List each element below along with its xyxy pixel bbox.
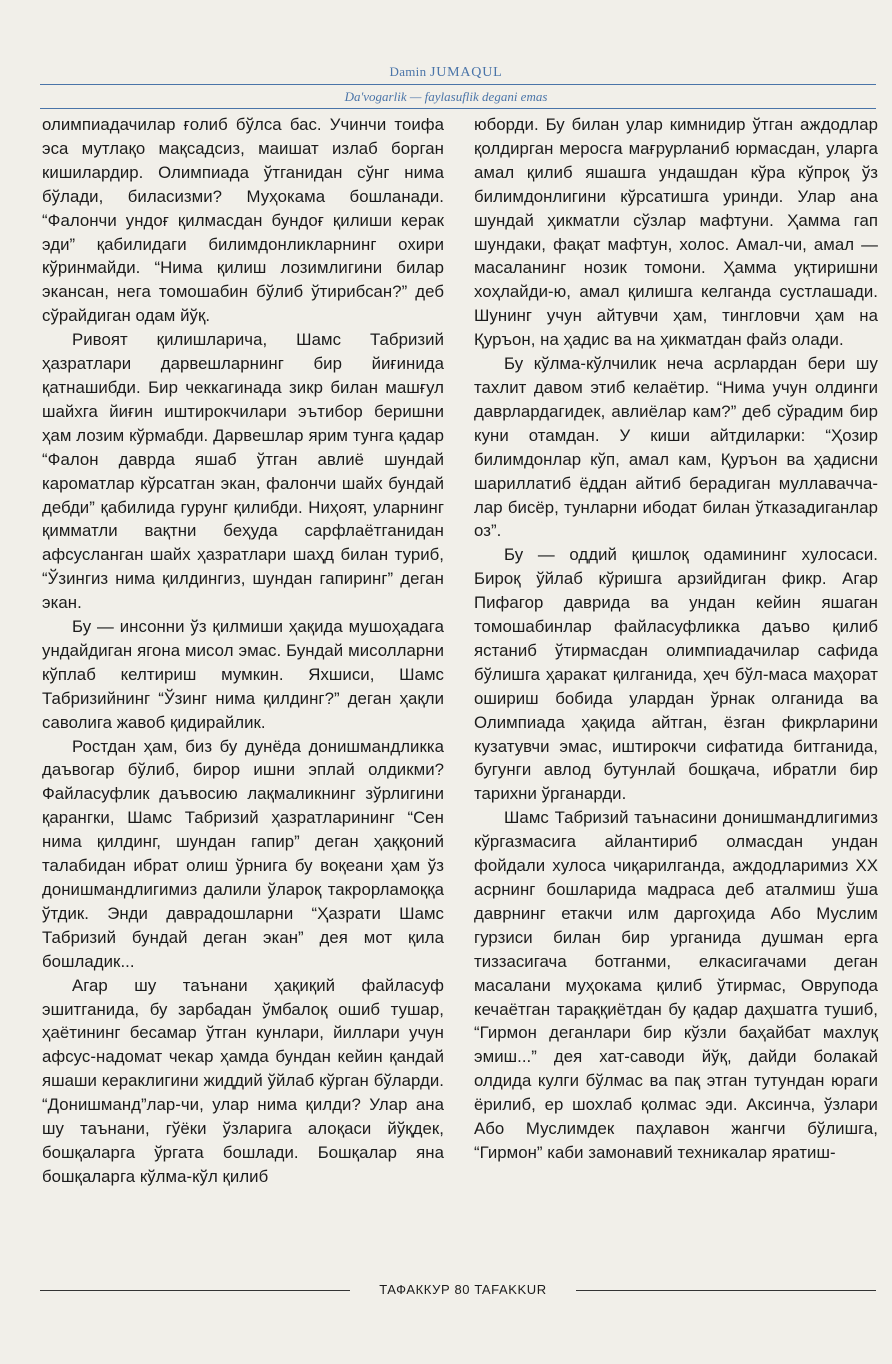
left-text-column [42, 113, 444, 1189]
paragraph: Ростдан ҳам, биз бу дунёда донишмандликка даъвогар бўлиб, бирор ишни эплай олдикми? Файласуфлик даъвосию лақмаликнинг зўрлигини қарангки, Шамс Табризий ҳазратларининг “Сен нима қилдинг, шундан гапир” деган ҳаққоний талабидан ибрат олиш ўрнига бу воқеани ҳам ўз донишмандлигимиз далили ўлароқ такрорламоққа ўтдик. Энди даврадошларни “Ҳазрати Шамс Табризий бундай деган экан” дея мот қила бошладик... [42, 736, 444, 971]
footer-rule-left [40, 1290, 350, 1291]
running-header [0, 64, 892, 81]
header-rule-bottom [40, 108, 876, 109]
paragraph: Бу кўлма-кўлчилик неча асрлардан бери шу тахлит давом этиб келаётир. “Нима учун олдинги даврлардагидек, авлиёлар кам?” деб сўрадим бир куни отамдан. У киши айтдиларки: “Ҳозир билимдонлар кўп, амал кам, Қуръон ва ҳадисни шариллатиб ёддан айтиб берадиган муллаваччалар бисёр, тунларни ибодат билан ўтказадиганлар оз”. [474, 354, 878, 541]
footer-page-label: ТАФАККУР 80 TAFAKKUR [379, 1282, 547, 1297]
author-first-name: Damin [389, 64, 427, 79]
footer-rule-right [576, 1290, 876, 1291]
paragraph: Агар шу таънани ҳақиқий файласуф эшитганида, бу зарбадан ўмбалоқ ошиб тушар, ҳаётининг бесамар ўтган кунлари, йиллари учун афсус-надомат чекар ҳамда бундан кейин қандай яшаши кераклигини жиддий ўйлаб кўрган бўларди. “Донишманд”лар-чи, улар нима қилди? Улар ана шу таънани, гўёки ўзларига алоқаси йўқдек, бошқаларга ўргата бошлади. Бошқалар яна бошқаларга кўлма-кўл қилиб [42, 975, 444, 1186]
paragraph: Бу — оддий қишлоқ одамининг хулосаси. Бироқ ўйлаб кўришга арзийдиган фикр. Агар Пифагор даврида ва ундан кейин яшаган томошабинлар файласуфликка даъво қилиб ястаниб ўтирмасдан олимпиадачилар сафида бўлишга ҳаракат қилганида, ҳеч бўл-маса маҳорат ошириш бобида улардан ўрнак олганида ва Олимпиада ҳақида айтган, ёзган фикрларини кузатувчи эмас, иштирокчи сифатида битганида, бугунги авлод бутунлай бошқача, ибратли бир тарихни ўрганарди. [474, 545, 878, 804]
right-text-column [474, 113, 878, 1165]
paragraph: юборди. Бу билан улар кимнидир ўтган аждодлар қолдирган меросга мағрурланиб юрмасдан, уларга амал қилиб яшашга ундашдан кўра кўпроқ ўз билимдонлигини кўрсатишга уринди. Улар ана шундай ҳикматли сўзлар мафтуни. Ҳамма гап шундаки, фақат мафтун, холос. Амал-чи, амал — масаланинг нозик томони. Ҳамма уқтиришни хоҳлайди-ю, амал қилишга келганда сустлашади. Шунинг учун айтувчи ҳам, тингловчи ҳам на Қуръон, на ҳадис ва на ҳикматдан файз олади. [474, 115, 878, 350]
paragraph: Бу — инсонни ўз қилмиши ҳақида мушоҳадага ундайдиган ягона мисол эмас. Бундай мисолларни кўплаб келтириш мумкин. Яхшиси, Шамс Табризийнинг “Ўзинг нима қилдинг?” деган ҳақли саволига жавоб қидирайлик. [42, 617, 444, 732]
page-footer [0, 1280, 892, 1300]
paragraph: олимпиадачилар ғолиб бўлса бас. Учинчи тоифа эса мутлақо мақсадсиз, маишат излаб борган кишилардир. Олимпиада ўтганидан сўнг нима бўлади, биласизми? Муҳокама бошланади. “Фалончи ундоғ қилмасдан бундоғ қилиши керак эди” қабилидаги билимдонликларнинг охири кўринмайди. “Нима қилиш лозимлигини билар экансан, нега томошабин бўлиб ўтирибсан?” деб сўрайдиган одам йўқ. [42, 115, 444, 326]
paragraph: Шамс Табризий таънасини донишмандлигимиз кўргазмасига айлантириб олмасдан ундан фойдали хулоса чиқарилганда, аждодларимиз XX асрнинг бошларида мадраса деб аталмиш ўша даврнинг етакчи илм даргоҳида Або Муслим гурзиси билан бир урганида душман ерга тиззасигача ботганми, елкасигачами деган масалани муҳокама қилиб ўтирмас, Оврупода кечаётган тараққиётдан бу қадар даҳшатга тушиб, “Гирмон деганлари бир кўзли баҳайбат махлуқ эмиш...” дея хат-саводи йўқ, дайди болакай олдида кулги бўлмас ва пақ этган тутундан юраги ёрилиб, ер шохлаб қолмас эди. Аксинча, ўзлари Або Муслимдек паҳлавон жангчи бўлишга, “Гирмон” каби замонавий техникалар яратиш- [474, 808, 878, 1162]
author-name [0, 64, 892, 81]
author-last-name: JUMAQUL [429, 65, 503, 80]
paragraph: Ривоят қилишларича, Шамс Табризий ҳазратлари дарвешларнинг бир йиғинида қатнашибди. Бир чеккагинада зикр билан машғул шайхга йиғин иштирокчилари эътибор беришни ҳам лозим кўрмабди. Дарвешлар ярим тунга қадар “Фалон даврда яшаб ўтган авлиё шундай кароматлар кўрсатган экан, фалончи шайх бундай дебди” қабилида гурунг қилибди. Ниҳоят, уларнинг қимматли вақтни беҳуда сарфлаётганидан афсусланган шайх ҳазратлари шаҳд билан туриб, “Ўзингиз нима қилдингиз, шундан гапиринг” деган экан. [42, 330, 444, 613]
header-rule-top [40, 84, 876, 85]
article-subtitle: Da'vogarlik — faylasuflik degani emas [344, 89, 548, 104]
